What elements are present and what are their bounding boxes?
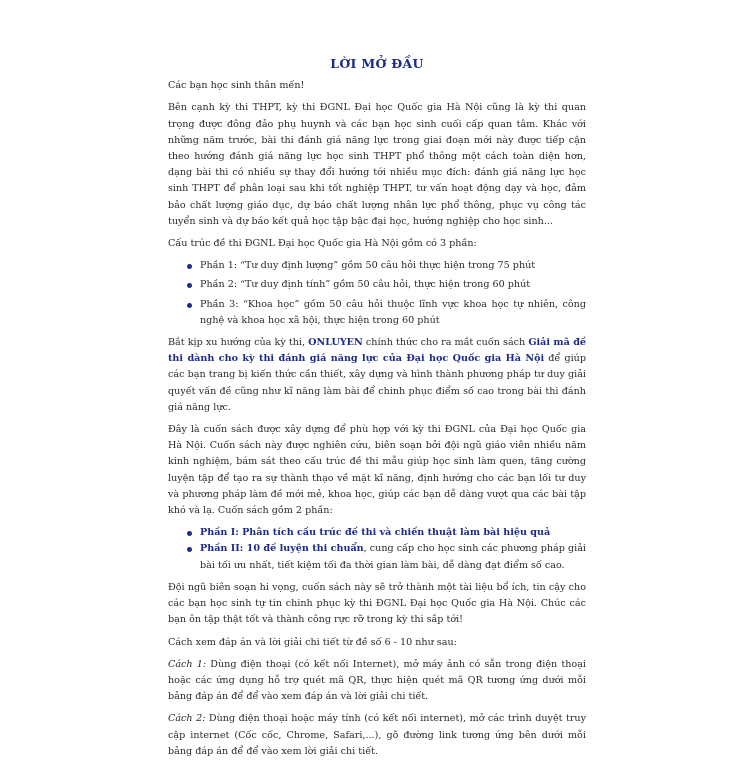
structure-item: Phần 2: “Tư duy định tính” gồm 50 câu hỏi, thực hiện trong 60 phút bbox=[168, 277, 586, 293]
way2-label: Cách 2: bbox=[168, 713, 206, 725]
book-paragraph bbox=[168, 335, 586, 416]
structure-item: Phần 1: “Tư duy định lượng” gồm 50 câu hỏi thực hiện trong 75 phút bbox=[168, 258, 586, 274]
howto-paragraph: Cách xem đáp án và lời giải chi tiết từ đề số 6 - 10 như sau: bbox=[168, 636, 457, 648]
structure-intro: Cấu trúc đề thi ĐGNL Đại học Quốc gia Hà Nội gồm có 3 phần: bbox=[168, 238, 477, 250]
part2-title: Phần II: 10 đề luyện thi chuẩn bbox=[200, 543, 364, 555]
part-item bbox=[168, 525, 586, 541]
book-title: Giải mã đề thi dành cho kỳ thi đánh giá năng lực của Đại học Quốc gia Hà Nội bbox=[168, 337, 587, 365]
structure-item: Phần 3: “Khoa học” gồm 50 câu hỏi thuộc lĩnh vực khoa học tự nhiên, công nghệ và khoa học xã hội, thực hiện trong 60 phút bbox=[168, 297, 586, 329]
way1-label: Cách 1: bbox=[168, 658, 207, 670]
part1-title: Phần I: Phân tích cấu trúc đề thi và chiến thuật làm bài hiệu quả bbox=[200, 527, 551, 539]
greeting: Các bạn học sinh thân mến! bbox=[168, 80, 305, 92]
part2-description: , cung cấp cho học sinh các phương pháp giải bài tối ưu nhất, tiết kiệm tối đa thời gian làm bài, dễ dàng đạt điểm số cao. bbox=[200, 543, 586, 571]
book-text-b: chính thức cho ra mắt cuốn sách bbox=[362, 337, 529, 349]
parts-list bbox=[168, 525, 586, 574]
way2-paragraph bbox=[168, 711, 586, 760]
part-item bbox=[168, 541, 586, 573]
brand-name: ONLUYEN bbox=[308, 337, 363, 349]
page-title: LỜI MỞ ĐẦU bbox=[330, 56, 424, 71]
structure-list bbox=[168, 258, 586, 329]
hope-paragraph: Đội ngũ biên soạn hi vọng, cuốn sách này sẽ trở thành một tài liệu bổ ích, tin cậy cho các bạn học sinh tự tin chinh phục kỳ thi ĐGNL Đại học Quốc gia Hà Nội. Chúc các bạn ôn tập thật tốt và thành công rực rỡ trong kỳ thi sắp tới! bbox=[168, 581, 586, 626]
intro-paragraph: Bên cạnh kỳ thi THPT, kỳ thi ĐGNL Đại học Quốc gia Hà Nội cũng là kỳ thi quan trọng được đông đảo phụ huynh và các bạn học sinh cuối cấp quan tâm. Khác với những năm trước, bài thi đánh giá năng lực trong giai đoạn mới này được tiếp cận theo hướng đánh giá năng lực học sinh THPT phổ thông một cách toàn diện hơn, dạng bài thi có nhiều sự thay đổi hướng tới nhiều mục đích: đánh giá năng lực học sinh THPT để phân loại sau khi tốt nghiệp THPT, tư vấn hoạt động dạy và học, đảm bảo chất lượng giáo dục, dự báo chất lượng nhân lực phổ thông, phục vụ công tác tuyển sinh và dự báo kết quả học tập bậc đại học, hướng nghiệp cho học sinh... bbox=[168, 102, 586, 227]
book-text-a: Bắt kịp xu hướng của kỳ thi, bbox=[168, 337, 309, 349]
content-paragraph: Đây là cuốn sách được xây dựng để phù hợp với kỳ thi ĐGNL của Đại học Quốc gia Hà Nội. Cuốn sách này được nghiên cứu, biên soạn bởi đội ngũ giáo viên nhiều năm kinh nghiệm, bám sát theo cấu trúc đề thi mẫu giúp học sinh làm quen, tăng cường luyện tập để tạo ra sự thành thạo về mặt kĩ năng, định hướng cho các bạn lối tư duy và phương pháp làm đề mới mẻ, khoa học, giúp các bạn dễ dàng vượt qua các bài tập khó và lạ. Cuốn sách gồm 2 phần: bbox=[168, 424, 586, 517]
book-text-c: để giúp các bạn trang bị kiến thức cần thiết, xây dựng và hình thành phương pháp tư duy giải quyết vấn đề cũng như kĩ năng làm bài để chinh phục điểm số cao trong bài thi đánh giá năng lực. bbox=[168, 353, 586, 413]
way1-text: Dùng điện thoại (có kết nối Internet), mở máy ảnh có sẵn trong điện thoại hoặc các ứng dụng hỗ trợ quét mã QR, thực hiện quét mã QR tương ứng dưới mỗi bảng đáp án để để vào xem đáp án và lời giải chi tiết. bbox=[168, 658, 586, 703]
preface-page bbox=[168, 56, 586, 766]
way2-text: Dùng điện thoại hoặc máy tính (có kết nối internet), mở các trình duyệt truy cập internet (Cốc cốc, Chrome, Safari,...), gõ đường link tương ứng bên dưới mỗi bảng đáp án để để vào xem lời giải chi tiết. bbox=[168, 713, 587, 757]
way1-paragraph bbox=[168, 657, 586, 706]
